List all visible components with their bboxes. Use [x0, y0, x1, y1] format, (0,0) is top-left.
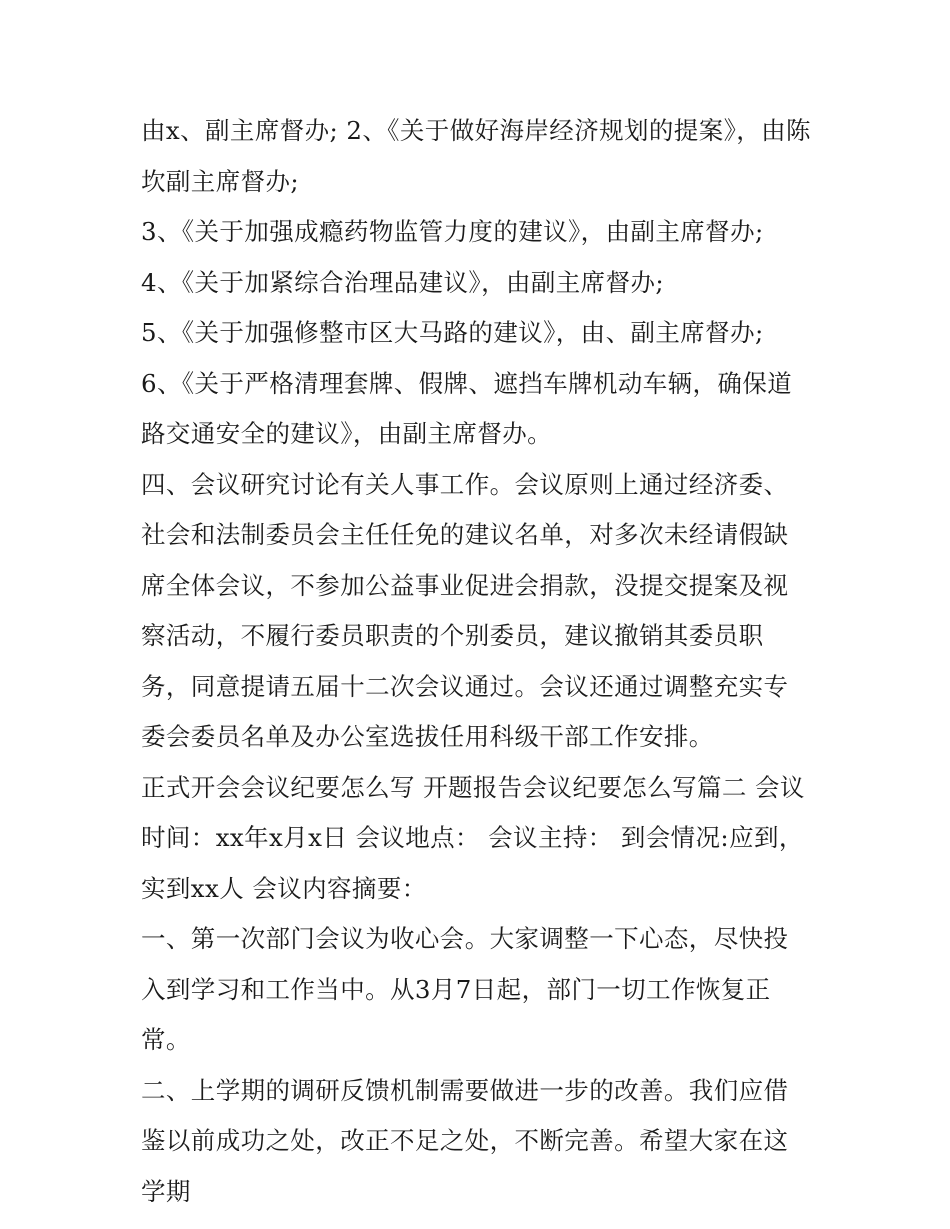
paragraph-supervision-6: 6、《关于严格清理套牌、假牌、遮挡车牌机动车辆，确保道路交通安全的建议》，由副主席督办。 — [141, 368, 793, 448]
paragraph-supervision-3: 3、《关于加强成瘾药物监管力度的建议》，由副主席督办; — [141, 217, 764, 246]
paragraph-supervision-1-2: 由x、副主席督办; 2、《关于做好海岸经济规划的提案》，由陈坎副主席督办; — [141, 116, 811, 196]
paragraph-supervision-4: 4、《关于加紧综合治理品建议》，由副主席督办; — [141, 267, 665, 297]
paragraph-personnel: 四、会议研究讨论有关人事工作。会议原则上通过经济委、社会和法制委员会主任任免的建议名单，对多次未经请假缺席全体会议，不参加公益事业促进会捐款，没提交提案及视察活动，不履行委员职责的个别委员，建议撤销其委员职务，同意提请五届十二次会议通过。会议还通过调整充实专委会委员名单及办公室选拔任用科级干部工作安排。 — [141, 469, 789, 751]
paragraph-supervision-5: 5、《关于加强修整市区大马路的建议》，由、副主席督办; — [141, 318, 764, 347]
paragraph-meeting-info: 正式开会会议纪要怎么写 开题报告会议纪要怎么写篇二 会议时间：xx年x月x日 会议地点： 会议主持： 到会情况:应到，实到xx人 会议内容摘要： — [141, 772, 805, 903]
paragraph-item-two: 二、上学期的调研反馈机制需要做进一步的改善。我们应借鉴以前成功之处，改正不足之处，不断完善。希望大家在这学期 — [141, 1075, 789, 1206]
document-body — [141, 106, 813, 1217]
paragraph-item-one: 一、第一次部门会议为收心会。大家调整一下心态，尽快投入到学习和工作当中。从3月7日起，部门一切工作恢复正常。 — [141, 924, 789, 1054]
